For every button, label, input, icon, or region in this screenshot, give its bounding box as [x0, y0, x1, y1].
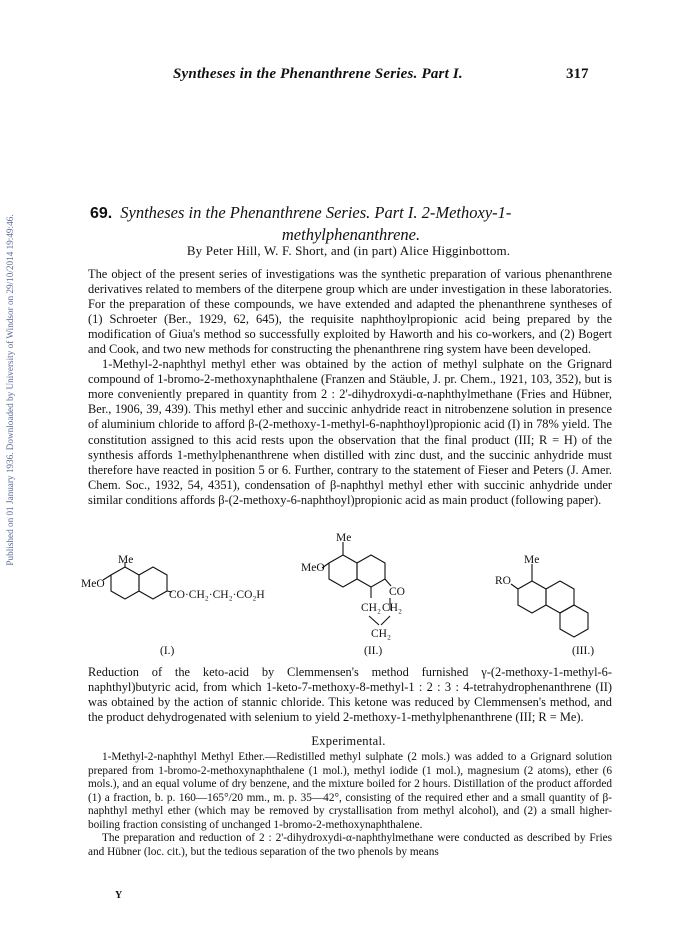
- download-notice-text: Published on 01 January 1936. Downloaded by University of Windsor on 29/10/2014 19:49:46.: [5, 214, 15, 566]
- me-I: Me: [118, 554, 134, 566]
- structural-formulae: [0, 530, 697, 660]
- signature-mark: Y: [115, 890, 123, 901]
- me-II: Me: [336, 532, 352, 544]
- running-head: [0, 66, 697, 86]
- experimental-text: [88, 751, 612, 859]
- paragraph-3: Reduction of the keto-acid by Clemmensen's method furnished γ-(2-methoxy-1-methyl-6-naphthyl)butyric acid, from which 1-keto-7-methoxy-8-methyl-1 : 2 : 3 : 4-tetrahydrophenanthrene (II) was obtained by the action of stannic chloride. This ketone was reduced by Clemmensen's method, and the product dehydrogenated with selenium to yield 2-methoxy-1-methylphenanthrene (III; R = Me).: [88, 665, 612, 725]
- paragraph-1: The object of the present series of investigations was the synthetic preparation of various phenanthrene derivatives related to members of the diterpene group which are under investigation in these laboratories. For the preparation of these compounds, we have extended and adapted the phenanthrene syntheses of (1) Schroeter (Ber., 1929, 62, 645), the requisite naphthoylpropionic acid being prepared by the modification of Giua's method so successfully exploited by Haworth and his co-workers, and (2) Bogert and Cook, and two new methods for constructing the phenanthrene ring system have been developed.: [88, 267, 612, 357]
- ring-II-a: [329, 555, 357, 587]
- ch2-bottom-II: CH₂: [371, 628, 391, 640]
- page-number: 317: [566, 66, 589, 82]
- experimental-paragraph-2: The preparation and reduction of 2 : 2'-dihydroxydi-α-naphthylmethane were conducted as described by Fries and Hübner (loc. cit.), but the tedious separation of the two phenols by means: [88, 832, 612, 858]
- formulae-svg: [0, 530, 697, 660]
- ring-II-b: [357, 555, 385, 587]
- me-III: Me: [524, 554, 540, 566]
- running-title: Syntheses in the Phenanthrene Series. Part I.: [173, 66, 463, 82]
- title-line-2: methylphenanthrene.: [281, 225, 421, 244]
- label-III: (III.): [572, 645, 595, 657]
- meo-I: MeO: [81, 578, 105, 590]
- ro-III: RO: [495, 575, 511, 587]
- intro-text: [88, 267, 612, 508]
- article-title: [90, 203, 612, 245]
- meo-II: MeO: [301, 562, 325, 574]
- ring-III-b: [546, 581, 574, 613]
- ch2-right-II: CH₂: [382, 602, 402, 614]
- experimental-paragraph-1: 1-Methyl-2-naphthyl Methyl Ether.—Redistilled methyl sulphate (2 mols.) was added to a Grignard solution prepared from 1-bromo-2-methoxynaphthalene (1 mol.), methyl iodide (1 mol.), magnesium (2 atoms), ether (6 mols.), and an equal volume of dry benzene, and the mixture boiled for 2 hours. Distillation of the product afforded (1) a fraction, b. p. 160—165°/20 mm., m. p. 35—42°, consisting of the required ether and a small quantity of β-naphthyl methyl ether (which may be removed by crystallisation from methyl alcohol), and (2) a small higher-boiling fraction consisting of unchanged 1-bromo-2-methoxynaphthalene.: [88, 751, 612, 831]
- co-II: CO: [389, 586, 405, 598]
- label-I: (I.): [160, 645, 175, 657]
- title-line-1: Syntheses in the Phenanthrene Series. Part I. 2-Methoxy-1-: [120, 203, 512, 222]
- chain-I: CO·CH₂·CH₂·CO₂H: [169, 589, 265, 601]
- ring-III-c: [560, 605, 588, 637]
- byline: By Peter Hill, W. F. Short, and (in part) Alice Higginbottom.: [186, 243, 511, 258]
- label-II: (II.): [364, 645, 383, 657]
- ring-I-b: [139, 567, 167, 599]
- paragraph-2: 1-Methyl-2-naphthyl methyl ether was obtained by the action of methyl sulphate on the Grignard compound of 1-bromo-2-methoxynaphthalene (Franzen and Stäuble, J. pr. Chem., 1921, 103, 352), but is more conveniently prepared in quantity from 2 : 2'-dihydroxydi-α-naphthylmethane (Fries and Hübner, Ber., 1906, 39, 439). This methyl ether and succinic anhydride react in nitrobenzene solution in presence of aluminium chloride to afford β-(2-methoxy-1-methyl-6-naphthoyl)propionic acid (I) in 78% yield. The constitution assigned to this acid rests upon the observation that the final product (III; R = H) of the synthesis affords 1-methylphenanthrene when distilled with zinc dust, and the succinic anhydride must therefore have reacted in position 5 or 6. Further, contrary to the statement of Fieser and Peters (J. Amer. Chem. Soc., 1932, 54, 4351), condensation of β-naphthyl methyl ether with succinic anhydride under similar conditions affords β-(2-methoxy-6-naphthoyl)propionic acid as main product (following paper).: [88, 357, 612, 507]
- ch2-left-II: CH₂: [361, 602, 381, 614]
- ring-I-a: [111, 567, 139, 599]
- article-number: 69.: [90, 205, 113, 222]
- ring-III-a: [518, 581, 546, 613]
- reduction-text: [88, 665, 612, 725]
- experimental-heading: Experimental.: [311, 734, 386, 748]
